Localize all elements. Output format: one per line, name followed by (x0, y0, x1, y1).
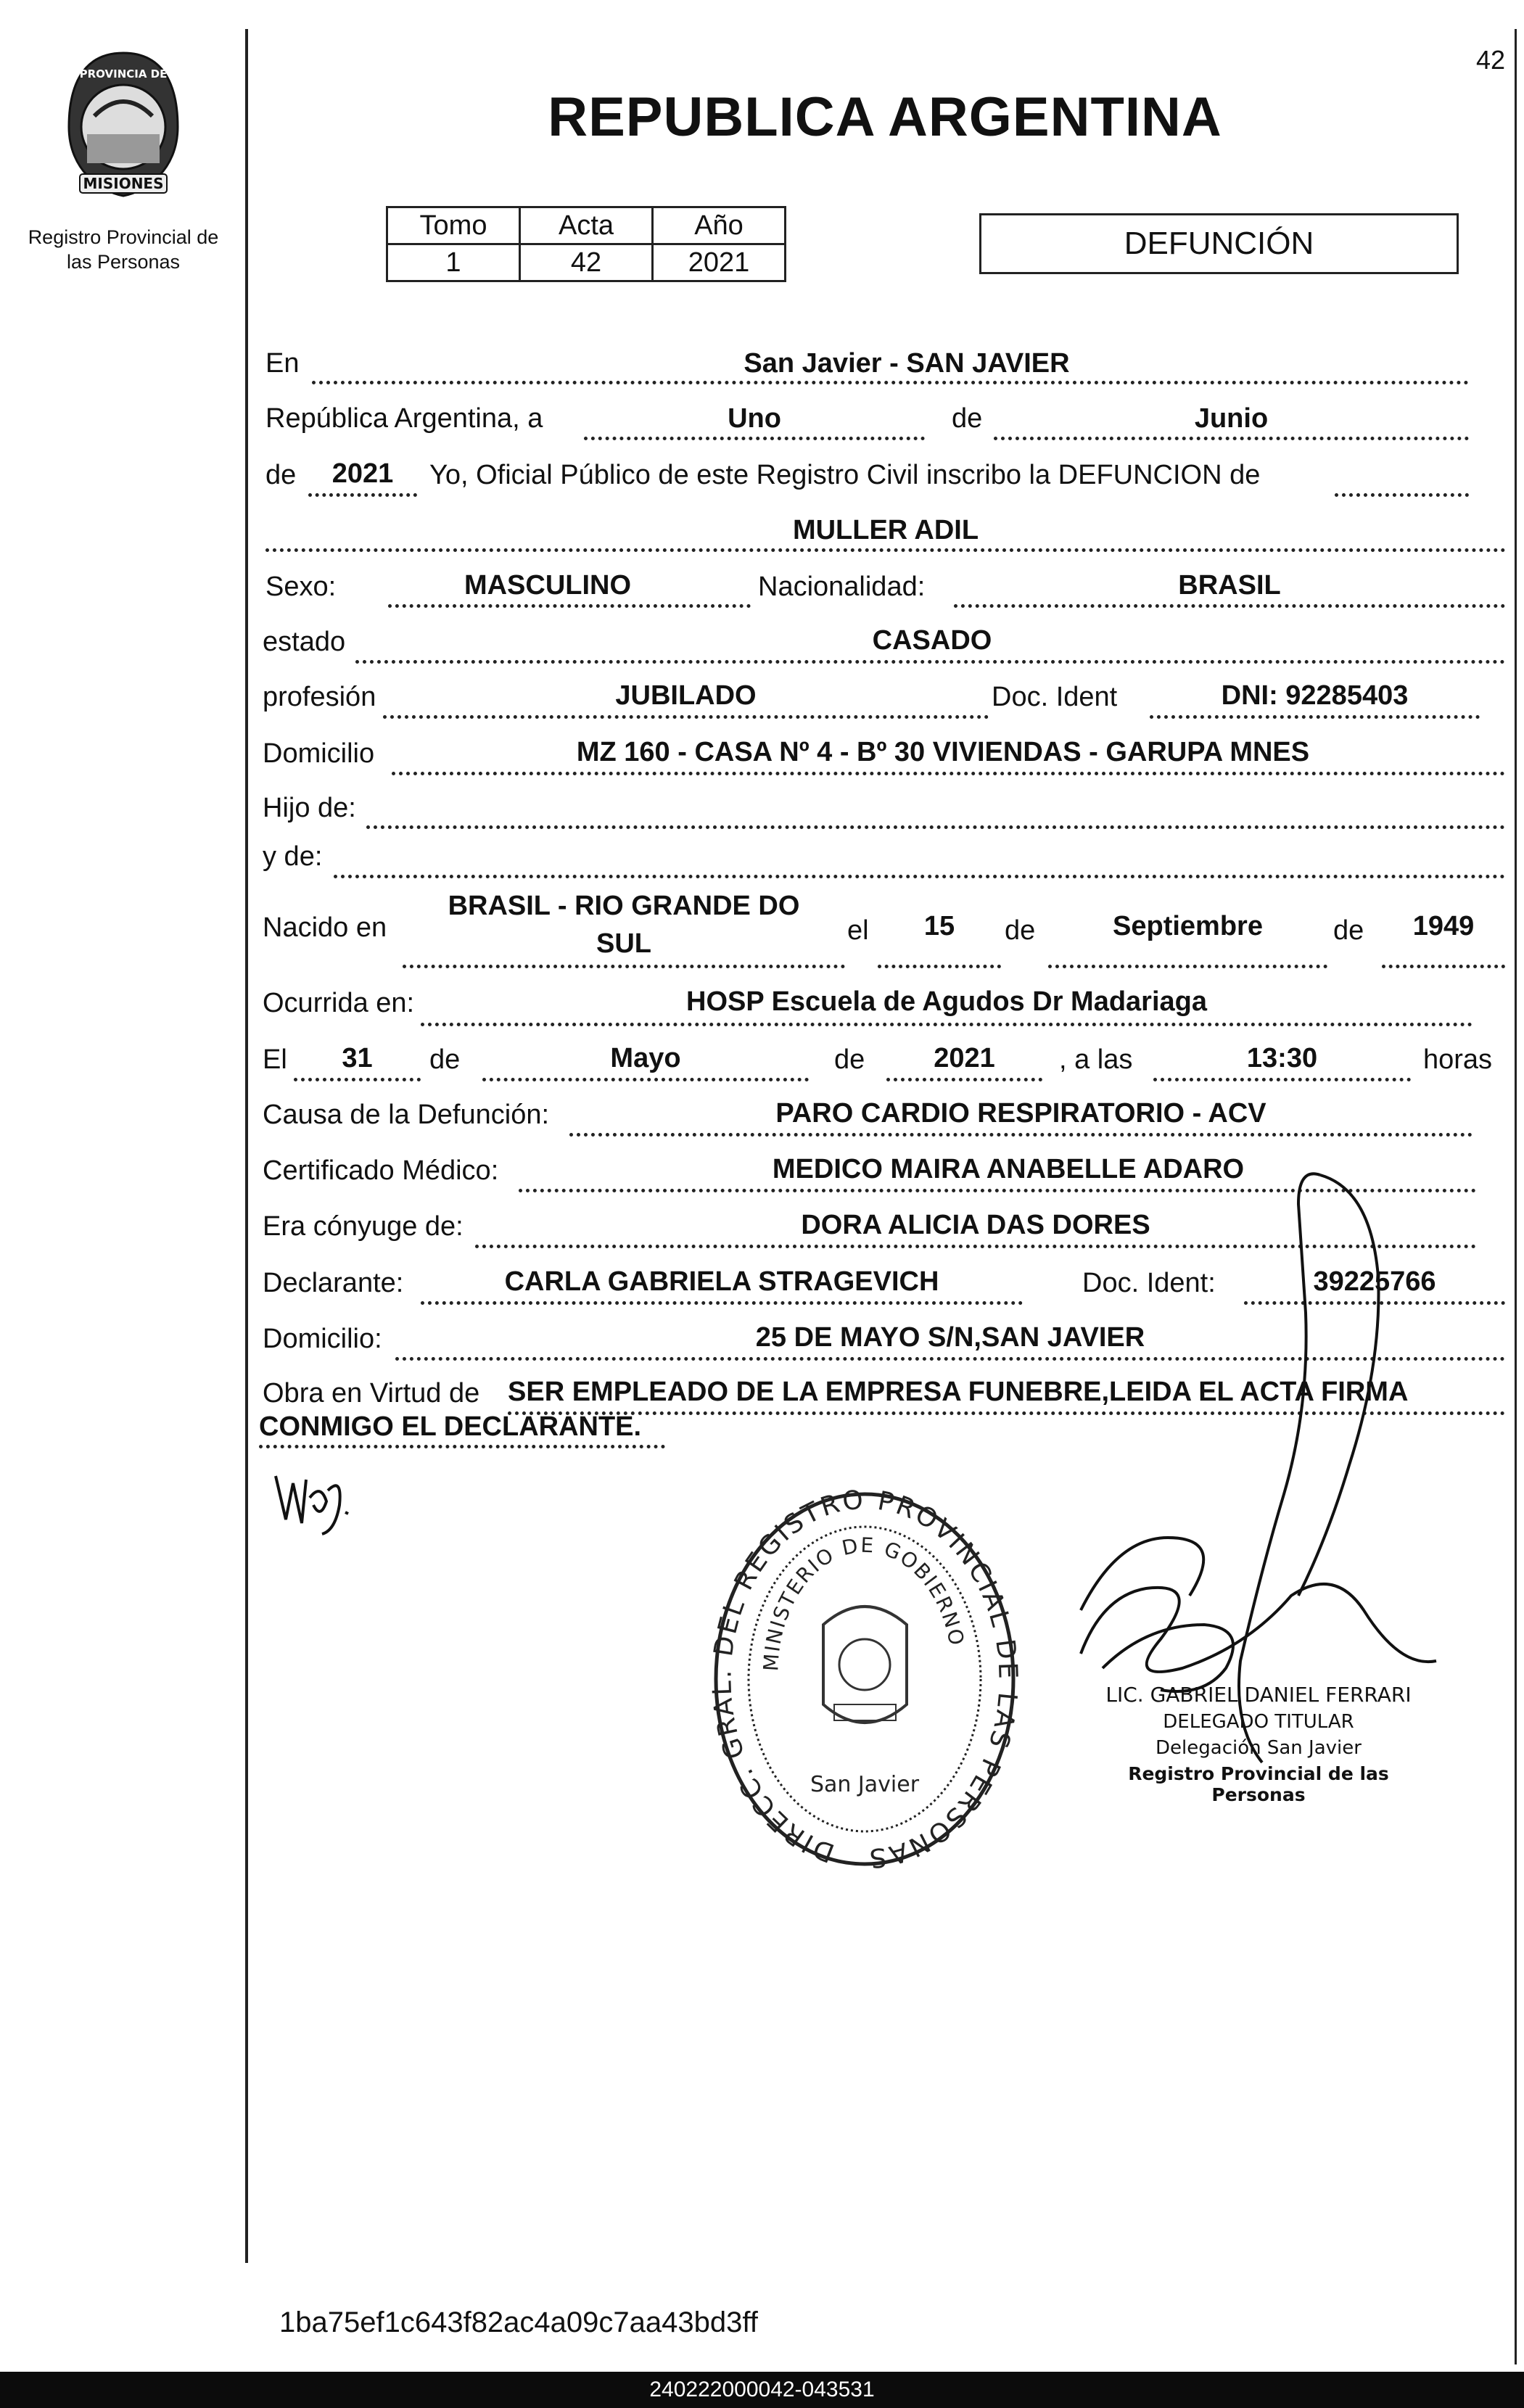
def-de2-label: de (834, 1044, 865, 1075)
hijo-label: Hijo de: (263, 793, 356, 823)
dotted-line (265, 548, 1506, 552)
nac-mes-value: Septiembre (1113, 911, 1263, 941)
doc-ident-value: DNI: 92285403 (1221, 680, 1409, 711)
dotted-line (294, 1078, 421, 1081)
profesion-label: profesión (263, 682, 376, 712)
dotted-line (584, 437, 925, 440)
certificado-label: Certificado Médico: (263, 1155, 499, 1186)
profesion-value: JUBILADO (615, 680, 757, 711)
svg-text:MINISTERIO DE GOBIERNO (759, 1533, 969, 1672)
def-dia-value: 31 (342, 1043, 373, 1073)
en-value: San Javier - SAN JAVIER (744, 348, 1070, 379)
doc-ident-label: Doc. Ident (992, 682, 1118, 712)
yde-label: y de: (263, 841, 323, 872)
dotted-line (886, 1078, 1042, 1081)
domicilio2-value: 25 DE MAYO S/N,SAN JAVIER (755, 1322, 1145, 1353)
registry-caption-line: las Personas (66, 251, 181, 273)
el2-label: El (263, 1044, 287, 1075)
official-stamp (1081, 1683, 1436, 1805)
causa-label: Causa de la Defunción: (263, 1100, 550, 1130)
table-cell: 1 (387, 244, 520, 281)
dotted-line (994, 437, 1469, 440)
domicilio-label: Domicilio (263, 738, 375, 769)
declarant-signature (270, 1461, 364, 1545)
registry-caption-line: Registro Provincial de (28, 226, 219, 248)
svg-text:PROVINCIA DE: PROVINCIA DE (79, 67, 168, 81)
footer-code-bar (0, 2372, 1524, 2408)
def-mes-value: Mayo (610, 1043, 681, 1073)
estado-label: estado (263, 627, 346, 657)
doc-ident2-value: 39225766 (1313, 1266, 1436, 1297)
horas-label: horas (1423, 1044, 1493, 1075)
dotted-line (1150, 715, 1480, 719)
conyuge-value: DORA ALICIA DAS DORES (801, 1210, 1150, 1240)
certificado-value: MEDICO MAIRA ANABELLE ADARO (772, 1154, 1245, 1184)
dotted-line (383, 715, 989, 719)
el-label: el (847, 915, 869, 946)
nac-anio-value: 1949 (1412, 911, 1475, 941)
en-label: En (265, 348, 300, 379)
de2-label: de (265, 460, 297, 490)
dotted-line (1382, 965, 1505, 968)
dotted-line (878, 965, 1001, 968)
dotted-line (308, 493, 417, 497)
dia-value: Uno (728, 403, 781, 434)
seal-outer-text: DIRECC. GRAL. DEL REGISTRO PROVINCIAL DE LAS PERSONAS (707, 1487, 1023, 1873)
de-label: de (952, 403, 983, 434)
acta-table (386, 206, 786, 282)
dotted-line (421, 1023, 1472, 1026)
stamp-line: Delegación San Javier (1156, 1737, 1362, 1759)
svg-text:MISIONES: MISIONES (83, 175, 164, 192)
oficial-text: Yo, Oficial Público de este Registro Civil inscribo la DEFUNCION de (429, 460, 1261, 490)
stamp-line: DELEGADO TITULAR (1163, 1711, 1354, 1733)
ocurrida-value: HOSP Escuela de Agudos Dr Madariaga (686, 986, 1207, 1017)
sexo-value: MASCULINO (464, 570, 632, 601)
nacido-label: Nacido en (263, 912, 387, 943)
registry-caption (15, 225, 232, 274)
estado-value: CASADO (872, 625, 992, 656)
dotted-line (334, 875, 1505, 878)
seal-bottom-text: San Javier (810, 1772, 920, 1797)
doc-ident2-label: Doc. Ident: (1082, 1268, 1216, 1298)
nacionalidad-label: Nacionalidad: (758, 572, 926, 602)
nacido-lugar-line2: SUL (596, 928, 651, 959)
dotted-line (388, 604, 751, 608)
obra-value-line1: SER EMPLEADO DE LA EMPRESA FUNEBRE,LEIDA EL ACTA FIRMA (508, 1377, 1409, 1407)
table-cell: 42 (520, 244, 653, 281)
dotted-line (421, 1301, 1023, 1305)
dotted-line (954, 604, 1505, 608)
obra-value-line2: CONMIGO EL DECLARANTE. (259, 1411, 642, 1442)
nac-de1-label: de (1005, 915, 1036, 946)
nacido-lugar-line1: BRASIL - RIO GRANDE DO (448, 891, 800, 921)
deceased-name: MULLER ADIL (792, 515, 979, 545)
dotted-line (569, 1133, 1472, 1137)
dotted-line (392, 772, 1505, 775)
dotted-line (1335, 493, 1469, 497)
dotted-line (366, 825, 1505, 829)
dotted-line (259, 1445, 665, 1448)
left-margin-line (245, 29, 248, 2263)
domicilio2-label: Domicilio: (263, 1324, 382, 1354)
nacionalidad-value: BRASIL (1178, 570, 1281, 601)
obra-label: Obra en Virtud de (263, 1378, 480, 1409)
stamp-line: LIC. GABRIEL DANIEL FERRARI (1105, 1683, 1412, 1707)
republica-label: República Argentina, a (265, 403, 543, 434)
dotted-line (1048, 965, 1327, 968)
dotted-line (355, 660, 1505, 664)
nac-de2-label: de (1333, 915, 1364, 946)
footer-code: 240222000042-043531 (649, 2378, 875, 2401)
def-de1-label: de (429, 1044, 461, 1075)
dotted-line (1153, 1078, 1411, 1081)
province-logo (51, 47, 196, 203)
nac-dia-value: 15 (923, 911, 955, 941)
table-header: Tomo (387, 207, 520, 244)
declarante-label: Declarante: (263, 1268, 404, 1298)
mes-value: Junio (1194, 403, 1269, 434)
table-cell: 2021 (653, 244, 786, 281)
seal-inner-text: MINISTERIO DE GOBIERNO (759, 1533, 969, 1673)
ocurrida-label: Ocurrida en: (263, 988, 415, 1018)
domicilio-value: MZ 160 - CASA Nº 4 - Bº 30 VIVIENDAS - GARUPA MNES (576, 737, 1310, 767)
def-anio-value: 2021 (934, 1043, 995, 1073)
document-title: REPUBLICA ARGENTINA (548, 86, 1222, 148)
page-number: 42 (1476, 45, 1506, 75)
right-margin-line (1515, 29, 1517, 2364)
doc-type-box: DEFUNCIÓN (979, 213, 1459, 274)
hora-value: 13:30 (1246, 1043, 1318, 1073)
table-header: Año (653, 207, 786, 244)
conyuge-label: Era cónyuge de: (263, 1211, 464, 1242)
declarante-value: CARLA GABRIELA STRAGEVICH (504, 1266, 939, 1297)
dotted-line (403, 965, 845, 968)
anio-value: 2021 (331, 458, 394, 489)
hash-code: 1ba75ef1c643f82ac4a09c7aa43bd3ff (279, 2306, 758, 2338)
official-seal (707, 1487, 1023, 1879)
dotted-line (312, 381, 1469, 384)
table-header: Acta (520, 207, 653, 244)
causa-value: PARO CARDIO RESPIRATORIO - ACV (775, 1098, 1266, 1129)
dotted-line (482, 1078, 809, 1081)
stamp-line: Registro Provincial de las Personas (1128, 1763, 1389, 1805)
alas-label: , a las (1059, 1044, 1133, 1075)
sexo-label: Sexo: (265, 572, 337, 602)
